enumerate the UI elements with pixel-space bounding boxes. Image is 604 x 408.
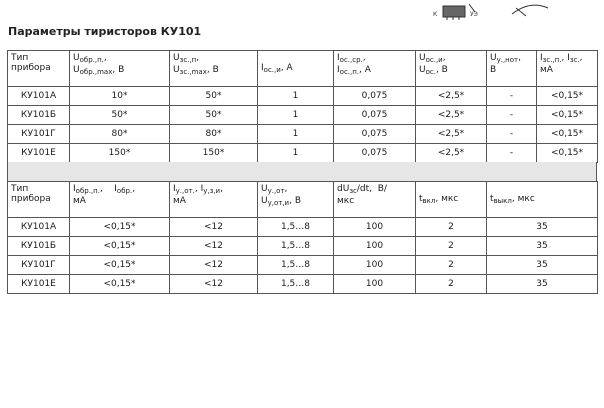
cell: 35 (487, 218, 598, 237)
cell: 50* (170, 87, 258, 106)
cell: <0,15* (537, 125, 598, 144)
cell: 35 (487, 275, 598, 294)
header-i-avg: $I_{ос.,ср.}$, $I_{ос.,п.}$, А (334, 51, 416, 87)
cell: 1,5…8 (258, 256, 334, 275)
header-i-pulse: $I_{ос.,и}$, А (258, 51, 334, 87)
cell: 0,075 (334, 144, 416, 163)
table-header-row (8, 51, 598, 87)
table-row (8, 237, 598, 256)
header-i-leak: $I_{зс.,п.}$, $I_{зс.}$, мА (537, 51, 598, 87)
cell: 2 (416, 237, 487, 256)
cell: <0,15* (537, 106, 598, 125)
header-u-gate-trig: $U_{у.,от}$, $U_{у,от,и}$, В (258, 182, 334, 218)
table-header-row (8, 182, 598, 218)
page-title: Параметры тиристоров КУ101 (8, 25, 202, 38)
header-type: Тип прибора (8, 51, 70, 87)
cell: 0,075 (334, 125, 416, 144)
cell: <0,15* (537, 87, 598, 106)
table-row (8, 256, 598, 275)
table-row (8, 218, 598, 237)
cell: <0,15* (70, 275, 170, 294)
cell: 1 (258, 125, 334, 144)
table-separator (7, 162, 597, 181)
cell: 2 (416, 256, 487, 275)
cell: КУ101Г (8, 256, 70, 275)
table-row (8, 275, 598, 294)
cell: 10* (70, 87, 170, 106)
cell: 1 (258, 106, 334, 125)
cell: 100 (334, 256, 416, 275)
header-i-gate: $I_{у.,от.}$, $I_{у,з,и}$, мА (170, 182, 258, 218)
parameters-table-2 (7, 181, 598, 294)
cell: 100 (334, 237, 416, 256)
header-t-on: $t_{вкл}$, мкс (416, 182, 487, 218)
cell: 0,075 (334, 87, 416, 106)
package-drawing (0, 0, 604, 24)
header-i-rev: $I_{обр.,п.}$, $I_{обр.}$, мА (70, 182, 170, 218)
cell: 50* (170, 106, 258, 125)
cell: <12 (170, 218, 258, 237)
header-t-off: $t_{выкл}$, мкс (487, 182, 598, 218)
pin-label-k: К (433, 11, 438, 18)
cell: 100 (334, 218, 416, 237)
cell: <12 (170, 275, 258, 294)
header-type: Тип прибора (8, 182, 70, 218)
cell: 35 (487, 237, 598, 256)
cell: 100 (334, 275, 416, 294)
cell: <12 (170, 256, 258, 275)
cell: 80* (170, 125, 258, 144)
cell: 1,5…8 (258, 275, 334, 294)
cell: КУ101Е (8, 275, 70, 294)
cell: КУ101Б (8, 237, 70, 256)
header-u-off: $U_{зс.,п}$, $U_{зс.,max}$, В (170, 51, 258, 87)
cell: 150* (70, 144, 170, 163)
cell: <0,15* (70, 256, 170, 275)
cell: 2 (416, 218, 487, 237)
cell: <2,5* (416, 87, 487, 106)
cell: - (487, 87, 537, 106)
cell: 1,5…8 (258, 218, 334, 237)
cell: 80* (70, 125, 170, 144)
table-row (8, 106, 598, 125)
cell: 1,5…8 (258, 237, 334, 256)
cell: <0,15* (70, 237, 170, 256)
table-row (8, 125, 598, 144)
cell: <12 (170, 237, 258, 256)
cell: КУ101Б (8, 106, 70, 125)
cell: 150* (170, 144, 258, 163)
header-dudt: $dU_{зс}/dt$, В/ мкс (334, 182, 416, 218)
cell: 35 (487, 256, 598, 275)
table-row (8, 87, 598, 106)
header-u-rev: $U_{обр.,п.}$, $U_{обр.,max}$, В (70, 51, 170, 87)
cell: КУ101А (8, 218, 70, 237)
parameters-table-1 (7, 50, 598, 163)
cell: КУ101Е (8, 144, 70, 163)
cell: 1 (258, 144, 334, 163)
cell: 2 (416, 275, 487, 294)
cell: <0,15* (537, 144, 598, 163)
cell: 1 (258, 87, 334, 106)
cell: - (487, 106, 537, 125)
cell: КУ101А (8, 87, 70, 106)
cell: 0,075 (334, 106, 416, 125)
cell: <2,5* (416, 106, 487, 125)
cell: КУ101Г (8, 125, 70, 144)
header-u-on: $U_{ос.,и}$, $U_{ос.}$, В (416, 51, 487, 87)
cell: <2,5* (416, 125, 487, 144)
header-u-gate: $U_{у.,нот}$, В (487, 51, 537, 87)
pin-label-ue: УЭ (470, 11, 478, 18)
cell: 50* (70, 106, 170, 125)
cell: - (487, 144, 537, 163)
cell: - (487, 125, 537, 144)
table-row (8, 144, 598, 163)
cell: <0,15* (70, 218, 170, 237)
cell: <2,5* (416, 144, 487, 163)
